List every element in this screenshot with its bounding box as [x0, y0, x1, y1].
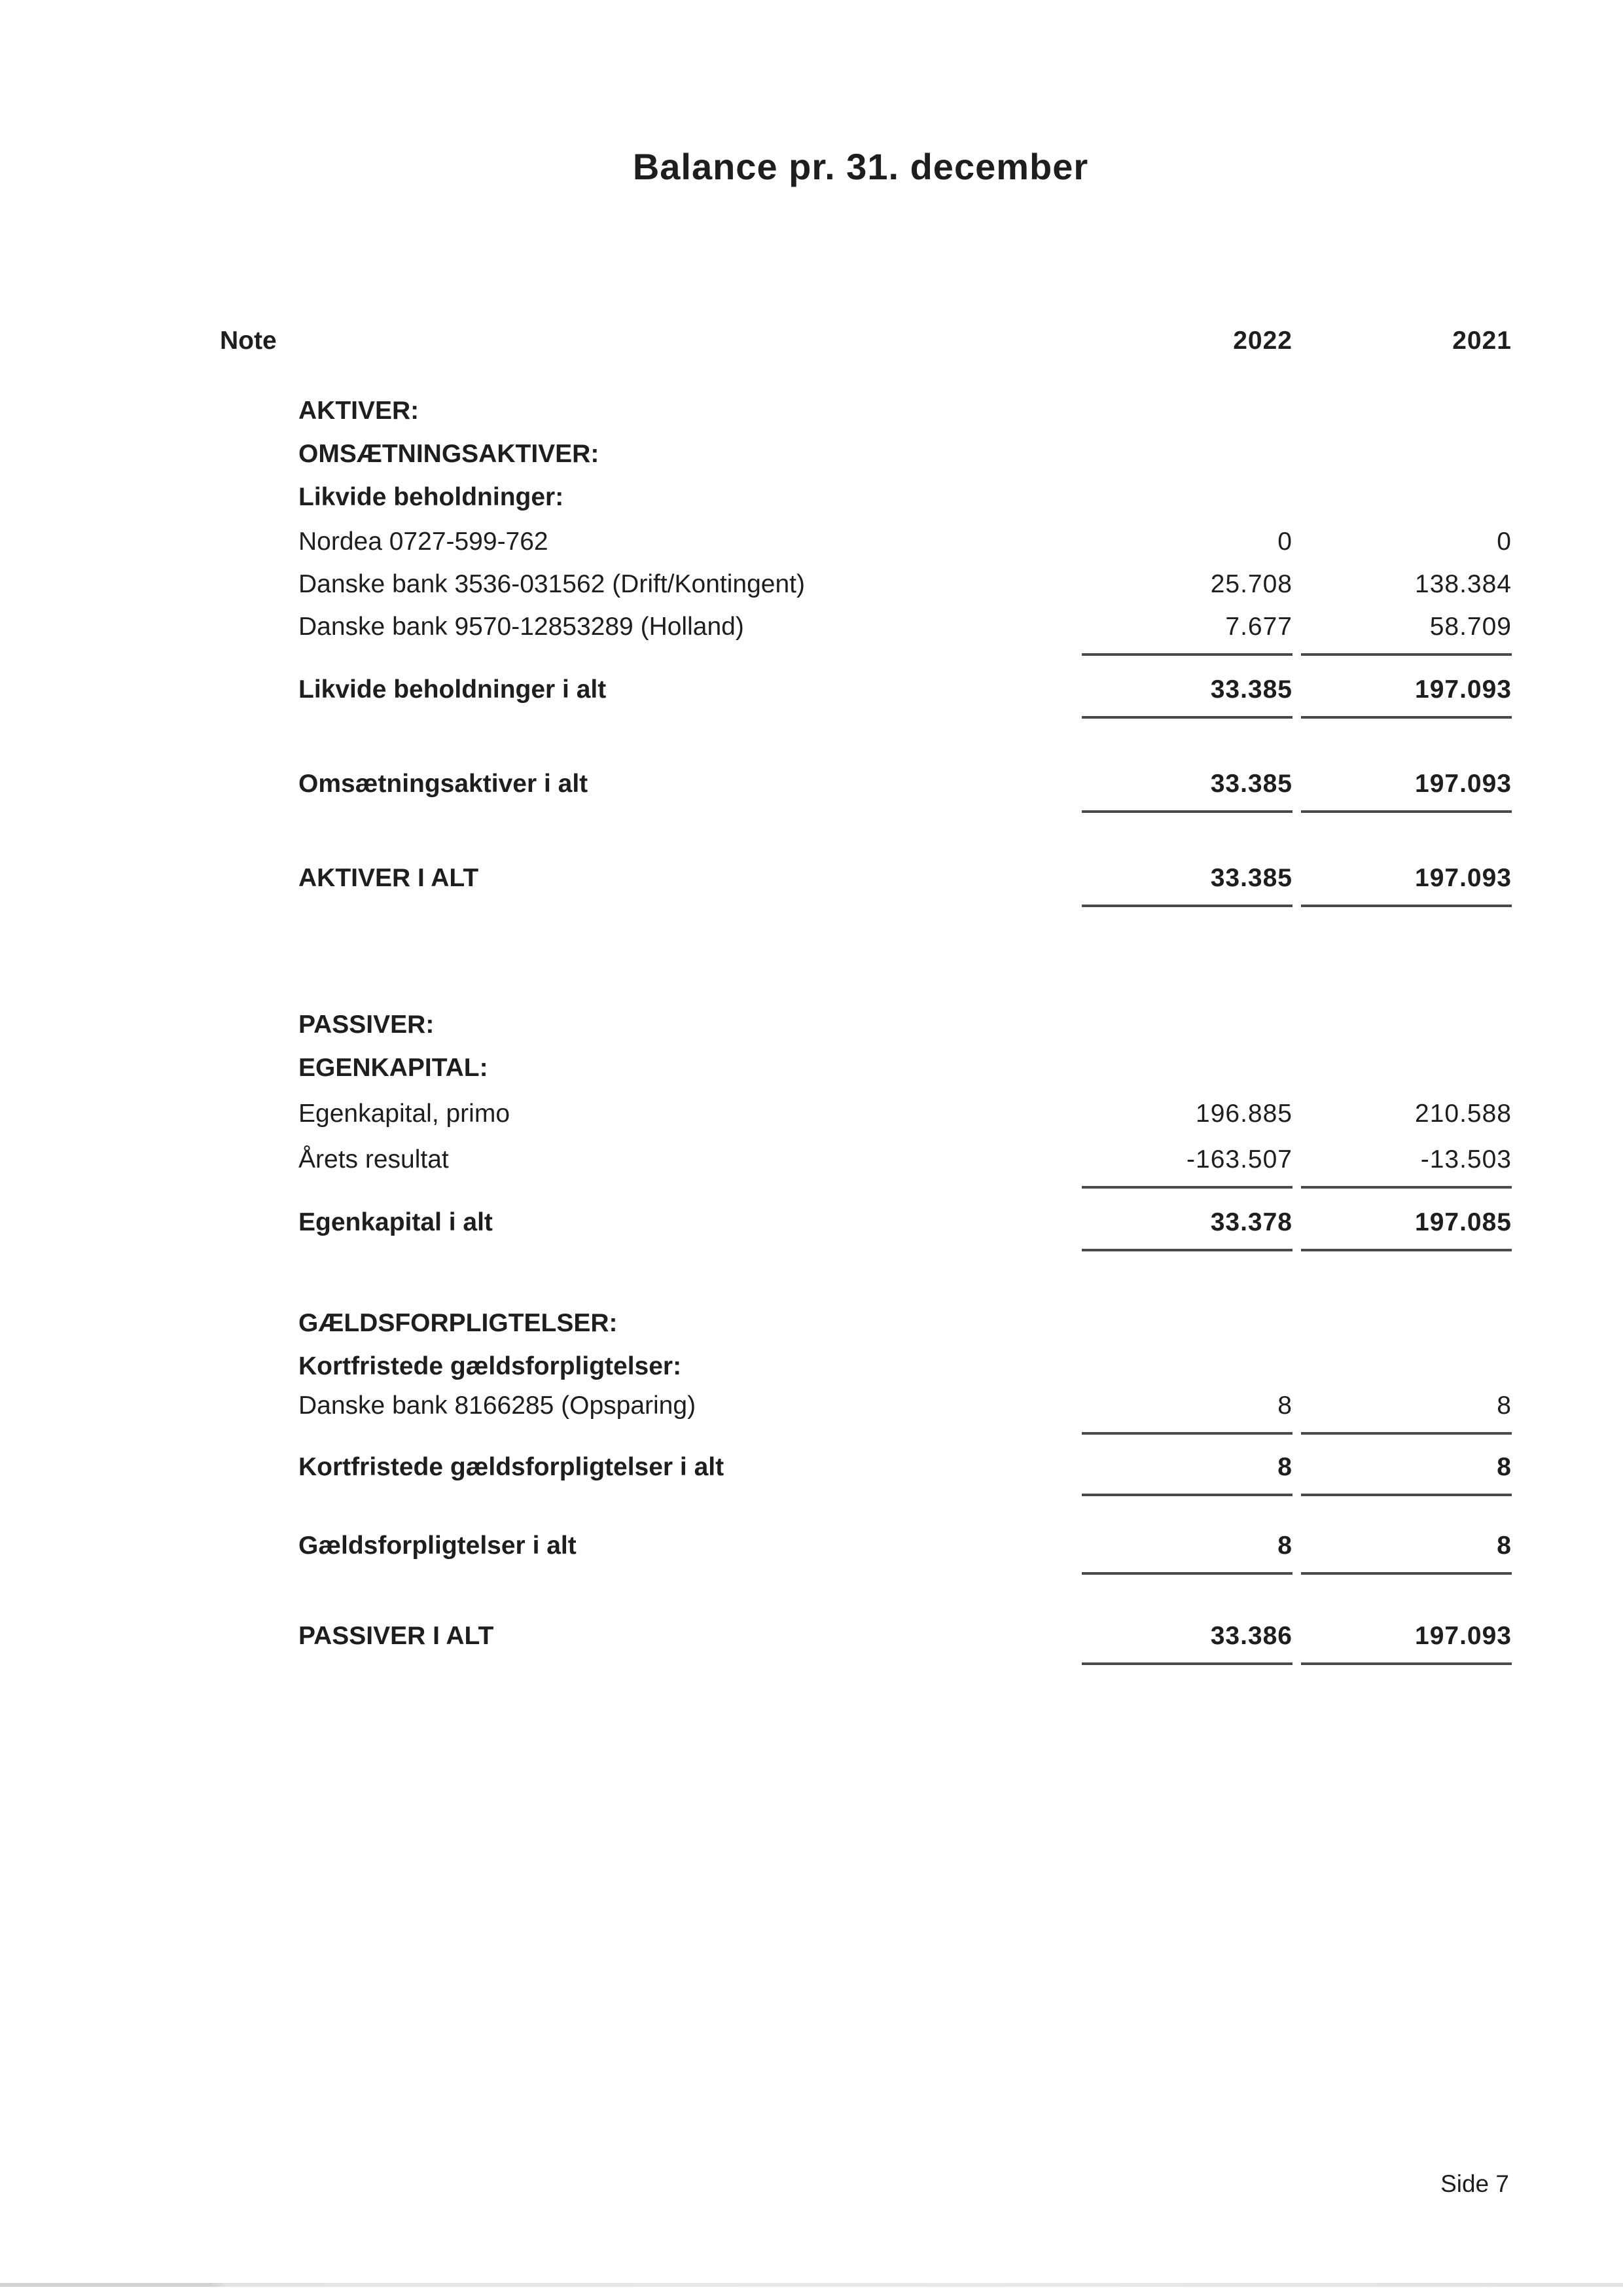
row-label: Danske bank 3536-031562 (Drift/Kontingent) [298, 570, 805, 598]
value-2021: 8 [1301, 1452, 1512, 1496]
value-2022: 8 [1082, 1530, 1293, 1575]
row-label: GÆLDSFORPLIGTELSER: [298, 1309, 618, 1337]
row-label: Egenkapital i alt [298, 1208, 493, 1236]
row-label: Kortfristede gældsforpligtelser i alt [298, 1453, 724, 1481]
year-column-header-2022: 2022 [1233, 327, 1293, 355]
row-label: OMSÆTNINGSAKTIVER: [298, 440, 599, 468]
value-2022: 33.385 [1082, 768, 1293, 813]
value-2021: 58.709 [1301, 611, 1512, 656]
value-2021: 8 [1301, 1390, 1512, 1435]
row-label: Likvide beholdninger i alt [298, 675, 607, 704]
row-label: Danske bank 9570-12853289 (Holland) [298, 613, 744, 641]
value-2021: 210.588 [1415, 1100, 1512, 1128]
value-2022: 33.385 [1082, 863, 1293, 907]
note-column-header: Note [220, 327, 277, 355]
value-2022: 25.708 [1210, 570, 1293, 598]
row-label: Kortfristede gældsforpligtelser: [298, 1352, 682, 1380]
value-2021: 197.093 [1301, 863, 1512, 907]
value-2022: 33.378 [1082, 1207, 1293, 1251]
page-title: Balance pr. 31. december [632, 146, 1089, 187]
row-label: Egenkapital, primo [298, 1100, 510, 1128]
row-label: Årets resultat [298, 1145, 449, 1174]
row-label: AKTIVER I ALT [298, 864, 479, 892]
value-2022: 7.677 [1082, 611, 1293, 656]
value-2022: 33.385 [1082, 674, 1293, 719]
row-label: AKTIVER: [298, 397, 419, 425]
value-2021: 138.384 [1415, 570, 1512, 598]
row-label: Nordea 0727-599-762 [298, 528, 548, 556]
value-2022: 0 [1277, 528, 1293, 556]
row-label: Gældsforpligtelser i alt [298, 1532, 577, 1560]
year-column-header-2021: 2021 [1452, 327, 1512, 355]
value-2021: 8 [1301, 1530, 1512, 1575]
row-label: Danske bank 8166285 (Opsparing) [298, 1391, 696, 1420]
value-2021: 197.093 [1301, 768, 1512, 813]
value-2021: -13.503 [1301, 1144, 1512, 1189]
value-2022: 8 [1082, 1390, 1293, 1435]
scan-artifact-line [0, 2283, 1623, 2287]
row-label: Omsætningsaktiver i alt [298, 770, 588, 798]
value-2021: 197.093 [1301, 674, 1512, 719]
row-label: EGENKAPITAL: [298, 1054, 488, 1082]
value-2022: 8 [1082, 1452, 1293, 1496]
row-label: PASSIVER I ALT [298, 1622, 494, 1650]
value-2021: 197.093 [1301, 1621, 1512, 1665]
page-number: Side 7 [1440, 2170, 1509, 2197]
value-2022: 33.386 [1082, 1621, 1293, 1665]
value-2021: 197.085 [1301, 1207, 1512, 1251]
value-2022: -163.507 [1082, 1144, 1293, 1189]
value-2022: 196.885 [1196, 1100, 1293, 1128]
value-2021: 0 [1497, 528, 1512, 556]
row-label: Likvide beholdninger: [298, 483, 564, 511]
row-label: PASSIVER: [298, 1011, 435, 1039]
